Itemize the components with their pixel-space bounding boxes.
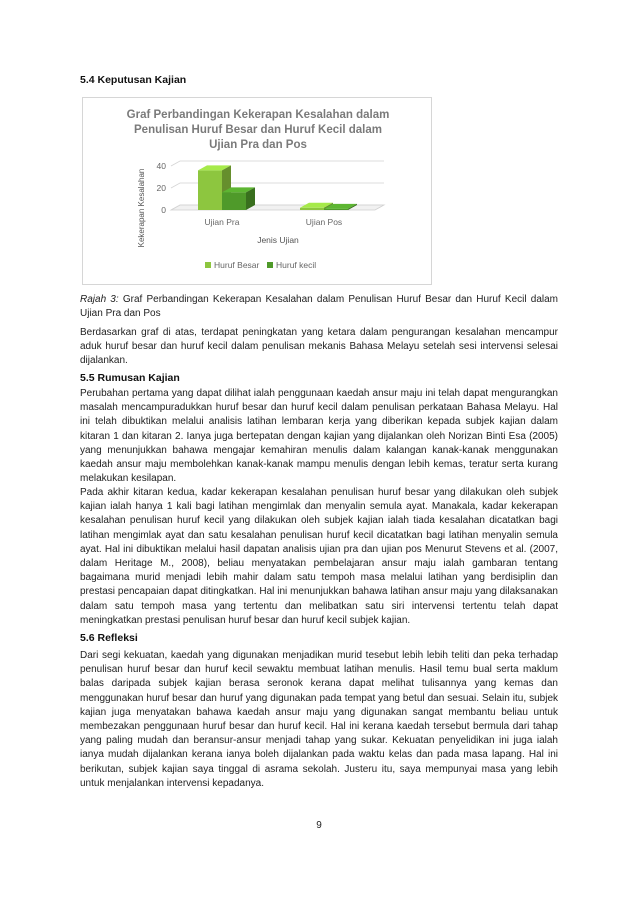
y-tick-label: 0	[161, 205, 166, 215]
legend-label: Huruf kecil	[276, 260, 317, 270]
figure-caption	[80, 293, 558, 321]
bar	[222, 192, 246, 210]
paragraph-summary-2: Pada akhir kitaran kedua, kadar kekerapan kesalahan penulisan huruf besar yang dilakukan oleh subjek kajian ialah hanya 1 kali bagi latihan mengimlak dan menyalin semula ayat. Manakala, kadar kekerapan kesalahan penulisan huruf kecil yang dilakukan oleh subjek kajian ialah tiada kesalahan dicatatkan bagi latihan mengimlak ayat dan satu kesalahan penulisan huruf kecil dicatatkan bagi latihan menyalin semula ayat. Hal ini dibuktikan melalui hasil dapatan analisis ujian pra dan ujian pos Menurut Stevens et al. (2007, dalam Heritage M., 2008), beliau menyatakan pembelajaran ansur maju ialah gambaran tentang bagaimana murid menjadi lebih mahir dalam satu tempoh masa melalui latihan yang berdisiplin dan prestasi pencapaian dapat ditingkatkan. Hal ini menunjukkan bahawa latihan ansur maju yang dilaksanakan dalam satu tempoh masa yang tertentu dan melibatkan satu siri intervensi tertentu telah dapat meningkatkan prestasi penulisan huruf besar dan huruf kecil subjek kajian.	[80, 487, 558, 626]
chart-title-line: Graf Perbandingan Kekerapan Kesalahan dalam	[126, 109, 390, 121]
section-heading-5-6: 5.6 Refleksi	[80, 632, 138, 644]
bar-chart	[83, 98, 433, 286]
bar	[300, 208, 324, 210]
x-axis-label: Jenis Ujian	[257, 235, 299, 245]
caption-lead: Rajah 3:	[80, 294, 119, 305]
section-heading-5-4: 5.4 Keputusan Kajian	[80, 74, 187, 86]
section-heading-5-5: 5.5 Rumusan Kajian	[80, 372, 180, 384]
legend-swatch	[267, 262, 273, 268]
chart-title-line: Ujian Pra dan Pos	[209, 139, 307, 151]
chart-container	[82, 97, 432, 285]
paragraph-reflection: Dari segi kekuatan, kaedah yang digunakan menjadikan murid tesebut lebih lebih teliti dan peka terhadap penulisan huruf besar dan huruf kecil sewaktu membuat latihan menulis. Hasil temu bual serta maklum balas daripada subjek kajian berasa seronok kerana dapat melihat tulisannya yang kemas dan menggunakan huruf besar dan huruf yang digunakan pada tempat yang betul dan sesuai. Selain itu, subjek kajian juga menyatakan bahawa kaedah ansur maju yang digunakan sangat membantu beliau untuk membezakan penggunaan huruf besar dan huruf kecil. Hal ini kerana kaedah tersebut bermula dari tahap yang paling mudah dan beransur-ansur menjadi tahap yang sukar. Kekuatan penyelidikan ini juga ialah ianya mudah dijalankan kerana ianya boleh dijalankan pada waktu kelas dan pada masa lapang. Hal ini berikutan, subjek kajian saya tinggal di asrama sekolah. Justeru itu, saya mempunyai masa yang lebih untuk menjalankan intervensi kepadanya.	[80, 650, 558, 789]
paragraph-results: Berdasarkan graf di atas, terdapat peningkatan yang ketara dalam pengurangan kesalahan mencampur aduk huruf besar dan huruf kecil dalam penulisan mekanis Bahasa Melayu setelah sesi intervensi selesai dijalankan.	[80, 327, 558, 367]
chart-title-line: Penulisan Huruf Besar dan Huruf Kecil dalam	[134, 124, 382, 136]
y-tick-label: 40	[156, 161, 166, 171]
y-axis-label: Kekerapan Kesalahan	[137, 168, 146, 248]
legend-swatch	[205, 262, 211, 268]
gridline	[171, 161, 384, 166]
y-tick-label: 20	[156, 183, 166, 193]
page-number: 9	[316, 820, 322, 831]
bar	[324, 209, 348, 210]
x-tick-label: Ujian Pra	[204, 217, 240, 227]
bar	[198, 170, 222, 210]
paragraph-summary-1: Perubahan pertama yang dapat dilihat ialah penggunaan kaedah ansur maju ini telah dapat mengurangkan masalah mencampuradukkan huruf besar dan huruf kecil dalam penulisan perkataan Bahasa Melayu. Hal ini telah dibuktikan melalui analisis latihan lembaran kerja yang diberikan kepada subjek kajian dalam kitaran 1 dan kitaran 2. Ianya juga bertepatan dengan kajian yang dijalankan oleh Norizan Binti Esa (2005) yang menunjukkan bahawa mengajar kemahiran menulis dalam kalangan kanak-kanak menggunakan kaedah ansur maju membolehkan kanak-kanak mampu menulis dengan lebih kemas, teratur serta kurang melakukan kesilapan.	[80, 388, 558, 485]
legend-label: Huruf Besar	[214, 260, 260, 270]
caption-text: Graf Perbandingan Kekerapan Kesalahan dalam Penulisan Huruf Besar dan Huruf Kecil dalam Ujian Pra dan Pos	[80, 294, 558, 320]
x-tick-label: Ujian Pos	[305, 217, 343, 227]
